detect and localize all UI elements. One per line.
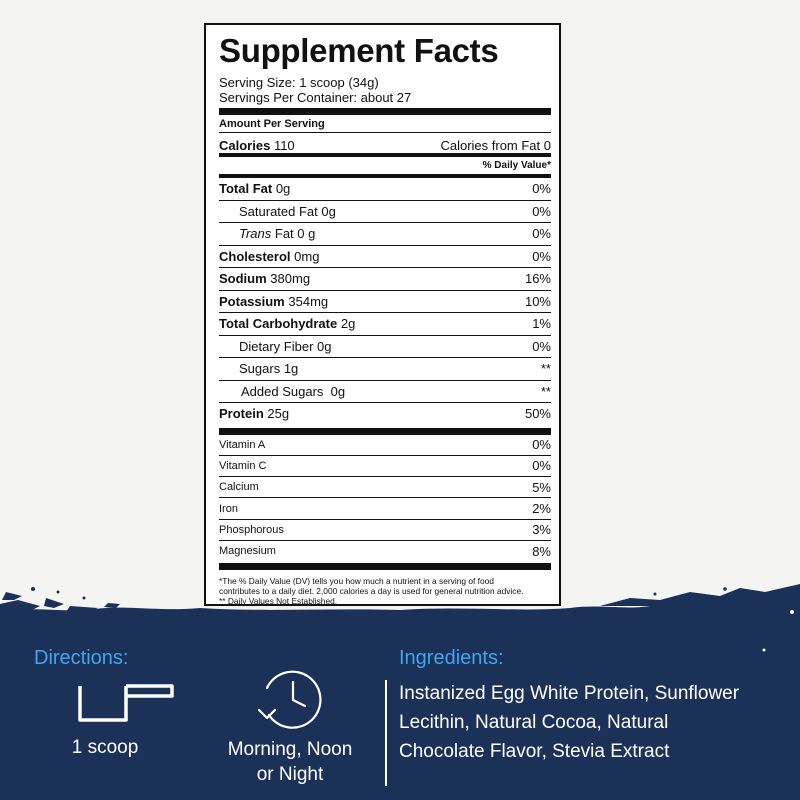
section-divider (385, 680, 387, 786)
daily-value-footnote: *The % Daily Value (DV) tells you how much a nutrient in a serving of food contributes to a daily diet. 2,000 calories a day is used for general nutrition advice. ** Daily Values Not Established. (219, 576, 524, 607)
directions-heading: Directions: (34, 647, 129, 669)
mineral-row-phosphorous: Phosphorous 3% (219, 519, 551, 540)
clock-icon (255, 666, 327, 732)
ingredients-heading: Ingredients: (399, 647, 504, 669)
scoop-icon (78, 682, 174, 724)
nutrient-row-sugars: Sugars 1g ** (219, 357, 551, 380)
vitamin-list (219, 435, 551, 562)
calories-row (219, 133, 551, 153)
servings-per-container: Servings Per Container: about 27 (219, 90, 412, 105)
vitamin-row-c: Vitamin C 0% (219, 455, 551, 476)
nutrient-row-trans-fat: Trans Fat 0 g 0% (219, 222, 551, 245)
scoop-label: 1 scoop (71, 737, 139, 758)
amount-per-serving: Amount Per Serving (219, 117, 325, 130)
nutrient-row-saturated-fat: Saturated Fat 0g 0% (219, 200, 551, 223)
vitamin-row-a: Vitamin A 0% (219, 437, 551, 453)
mineral-row-magnesium: Magnesium 8% (219, 540, 551, 561)
nutrient-row-potassium: Potassium 354mg 10% (219, 290, 551, 313)
mineral-row-calcium: Calcium 5% (219, 476, 551, 497)
nutrient-row-added-sugars: Added Sugars 0g ** (219, 380, 551, 403)
nutrient-row-sodium: Sodium 380mg 16% (219, 267, 551, 290)
nutrient-row-protein: Protein 25g 50% (219, 402, 551, 425)
nutrient-row-dietary-fiber: Dietary Fiber 0g 0% (219, 335, 551, 358)
calories-label: Calories (219, 138, 271, 153)
calories-value: 110 (273, 138, 295, 153)
calories-from-fat: Calories from Fat 0 (440, 138, 551, 153)
ingredients-text: Instanized Egg White Protein, Sunflower Lecithin, Natural Cocoa, Natural Chocolate Flavor, Stevia Extract (399, 683, 740, 762)
nutrient-row-total-fat: Total Fat 0g 0% (219, 181, 551, 197)
panel-title: Supplement Facts (219, 32, 499, 69)
nutrient-row-total-carbohydrate: Total Carbohydrate 2g 1% (219, 312, 551, 335)
nutrient-list (219, 178, 551, 425)
supplement-facts-panel (204, 23, 561, 606)
daily-value-header: % Daily Value* (482, 160, 551, 171)
time-label: Morning, Noon or Night (227, 739, 353, 785)
nutrient-row-cholesterol: Cholesterol 0mg 0% (219, 245, 551, 268)
mineral-row-iron: Iron 2% (219, 497, 551, 518)
serving-size: Serving Size: 1 scoop (34g) (219, 75, 379, 90)
